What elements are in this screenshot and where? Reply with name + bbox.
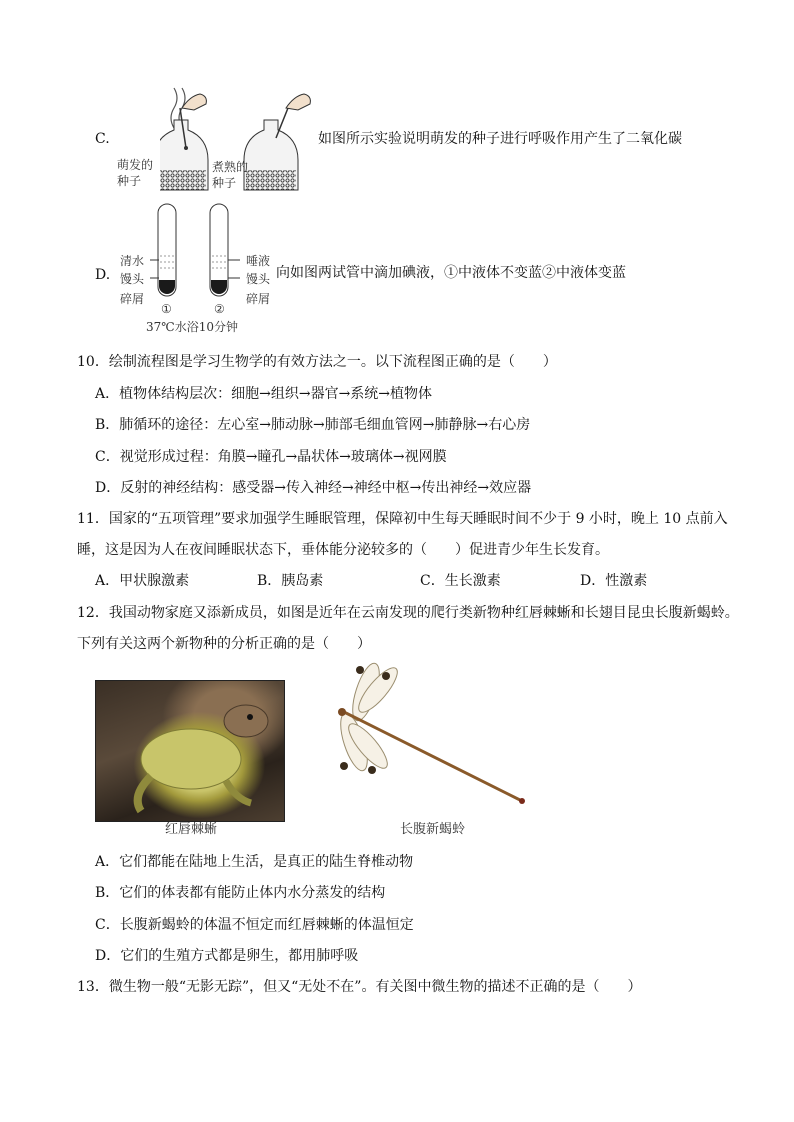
q11-stem-line1: 11．国家的“五项管理”要求加强学生睡眠管理，保障初中生每天睡眠时间不少于 9 小时，晚上 10 点前入 xyxy=(77,511,728,527)
q10-option-b: B．肺循环的途径：左心室→肺动脉→肺部毛细血管网→肺静脉→右心房 xyxy=(95,417,531,433)
q10-option-c: C．视觉形成过程：角膜→瞳孔→晶状体→玻璃体→视网膜 xyxy=(95,449,447,465)
bottle-experiment-figure xyxy=(160,78,320,198)
q12-option-c: C．长腹新蝎蛉的体温不恒定而红唇棘蜥的体温恒定 xyxy=(95,917,414,933)
test-tube-figure xyxy=(150,200,240,310)
q12-stem-line1: 12．我国动物家庭又添新成员，如图是近年在云南发现的爬行类新物种红唇棘蜥和长翅目昆虫长腹新蝎蛉。 xyxy=(77,605,739,621)
label-water: 清水 xyxy=(120,254,145,268)
scorpionfly-figure xyxy=(310,662,535,812)
water-bath-caption: 37℃水浴10分钟 xyxy=(146,320,238,334)
q10-option-a: A．植物体结构层次：细胞→组织→器官→系统→植物体 xyxy=(95,386,433,402)
option-c-letter: C. xyxy=(95,131,110,147)
q11-stem-line2: 睡，这是因为人在夜间睡眠状态下，垂体能分泌较多的（ ）促进青少年生长发育。 xyxy=(77,542,609,558)
lizard-caption: 红唇棘蜥 xyxy=(165,822,218,837)
label-cooked-1: 煮熟的 xyxy=(212,160,249,174)
q11-option-a: A．甲状腺激素 xyxy=(95,573,190,589)
q13-stem: 13．微生物一般“无影无踪”，但又“无处不在”。有关图中微生物的描述不正确的是（ ） xyxy=(77,979,642,995)
q11-option-c: C．生长激素 xyxy=(420,573,501,589)
option-c-text: 如图所示实验说明萌发的种子进行呼吸作用产生了二氧化碳 xyxy=(318,131,682,147)
label-germinating-1: 萌发的 xyxy=(117,158,154,172)
label-germinating-2: 种子 xyxy=(117,174,142,188)
q11-option-b: B．胰岛素 xyxy=(257,573,324,589)
q10-option-d: D．反射的神经结构：感受器→传入神经→神经中枢→传出神经→效应器 xyxy=(95,480,532,496)
option-d-letter: D. xyxy=(95,267,111,283)
tube-1-label: ① xyxy=(161,302,172,316)
label-bread-left: 馒头 xyxy=(120,272,145,286)
q11-option-d: D．性激素 xyxy=(580,573,648,589)
scorpionfly-caption: 长腹新蝎蛉 xyxy=(400,822,466,837)
label-bread-right: 馒头 xyxy=(246,272,271,286)
option-d-text: 向如图两试管中滴加碘液，①中液体不变蓝②中液体变蓝 xyxy=(276,265,626,281)
q12-option-b: B．它们的体表都有能防止体内水分蒸发的结构 xyxy=(95,885,386,901)
q12-option-d: D．它们的生殖方式都是卵生，都用肺呼吸 xyxy=(95,948,359,964)
q10-stem: 10．绘制流程图是学习生物学的有效方法之一。以下流程图正确的是（ ） xyxy=(77,354,557,370)
q12-stem-line2: 下列有关这两个新物种的分析正确的是（ ） xyxy=(77,636,371,652)
label-saliva: 唾液 xyxy=(246,254,271,268)
lizard-photo xyxy=(95,680,285,822)
tube-2-label: ② xyxy=(214,302,225,316)
q12-option-a: A．它们都能在陆地上生活，是真正的陆生脊椎动物 xyxy=(95,854,414,870)
label-crumbs-right: 碎屑 xyxy=(246,292,271,306)
label-cooked-2: 种子 xyxy=(212,176,237,190)
label-crumbs-left: 碎屑 xyxy=(120,292,145,306)
